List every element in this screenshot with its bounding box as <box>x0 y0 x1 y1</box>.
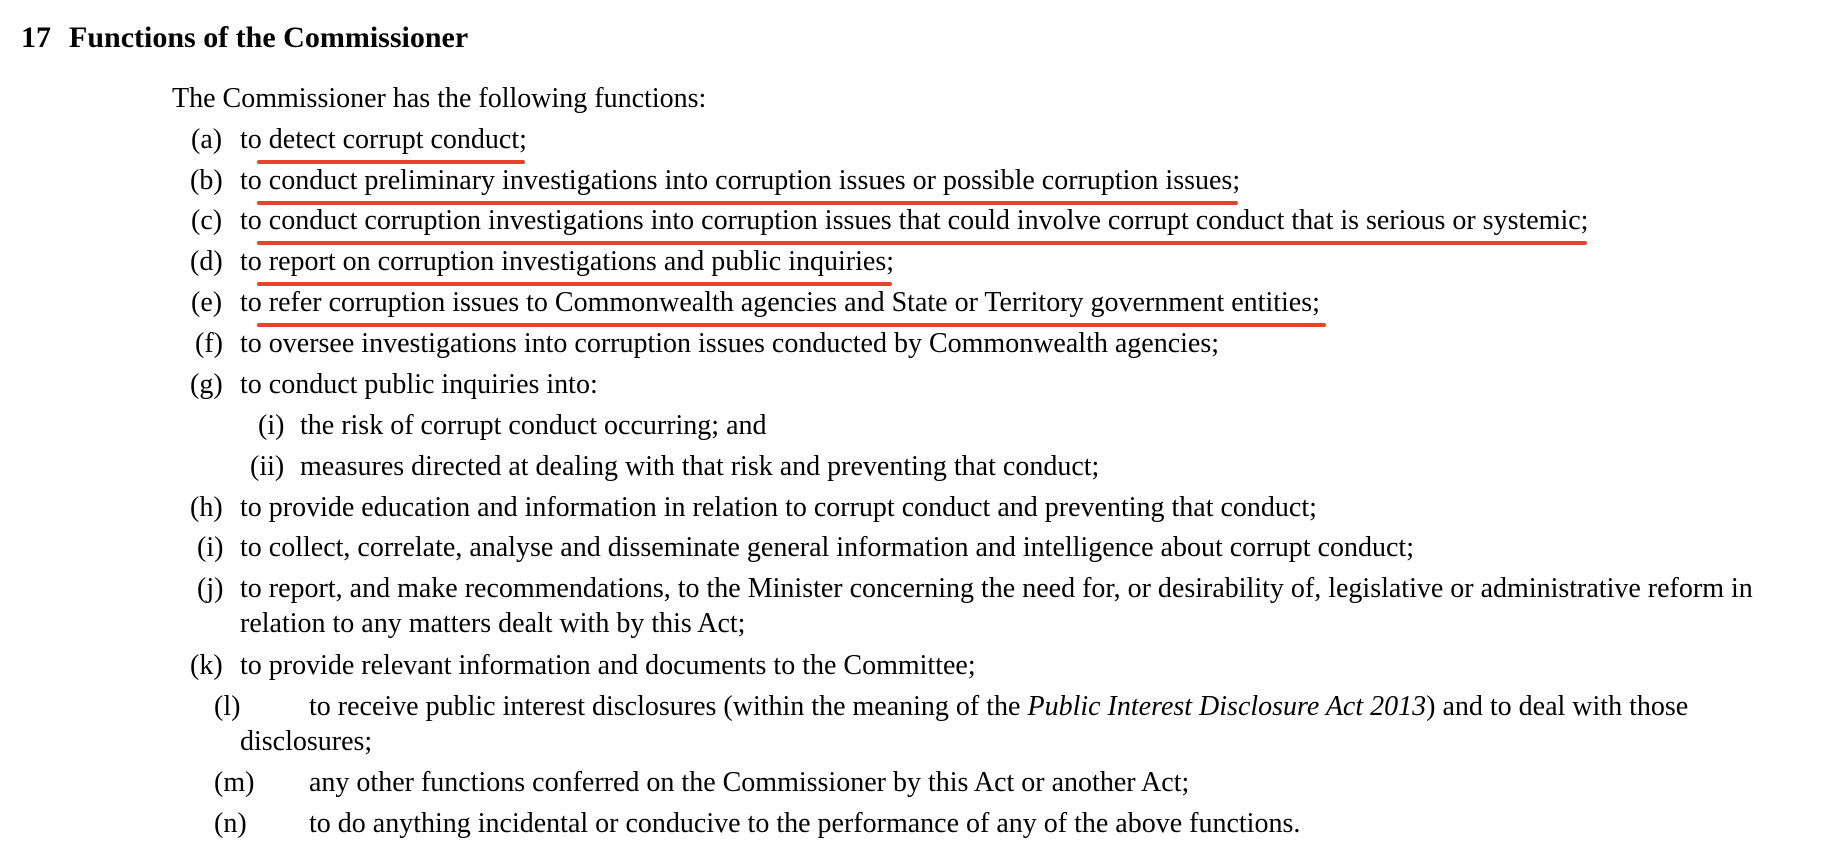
item-text: to provide education and information in relation to corrupt conduct and preventing that conduct; <box>240 492 1317 523</box>
item-label: (a) <box>191 124 223 155</box>
item-text-start: to receive public interest disclosures (within the meaning of the <box>309 691 1028 722</box>
sub-item-label: (i) <box>258 410 285 441</box>
item-label: (f) <box>195 328 223 359</box>
item-text-end: ) and to deal with those <box>1426 691 1689 722</box>
item-label: (c) <box>191 205 223 236</box>
item-text: to oversee investigations into corruption issues conducted by Commonwealth agencies; <box>240 328 1220 359</box>
item-text-line-1 <box>309 689 1688 725</box>
item-text: to collect, correlate, analyse and disseminate general information and intelligence about corrupt conduct; <box>240 532 1414 563</box>
section-number: 17 <box>21 21 51 54</box>
section-heading <box>21 20 468 56</box>
highlighted-phrase: refer corruption issues to Commonwealth agencies and State or Territory government entities; <box>269 285 1320 321</box>
section-title: Functions of the Commissioner <box>69 21 469 54</box>
item-label: (k) <box>190 650 223 681</box>
item-text: to provide relevant information and documents to the Committee; <box>240 650 976 681</box>
item-text-line-1: to report, and make recommendations, to the Minister concerning the need for, or desirability of, legislative or administrative reform in <box>240 573 1753 604</box>
sub-item-label: (ii) <box>250 451 285 482</box>
item-prefix: to <box>240 165 262 196</box>
intro-text: The Commissioner has the following functions: <box>172 83 707 114</box>
sub-item-text: measures directed at dealing with that risk and preventing that conduct; <box>300 451 1100 482</box>
item-text <box>240 122 527 158</box>
highlighted-phrase: conduct corruption investigations into corruption issues that could involve corrupt conduct that is serious or systemic <box>269 203 1581 239</box>
item-text-line-2: disclosures; <box>240 726 373 757</box>
item-label: (e) <box>191 287 223 318</box>
item-text <box>240 203 1588 239</box>
act-title: Public Interest Disclosure Act 2013 <box>1027 691 1427 722</box>
item-label: (i) <box>197 532 224 563</box>
item-suffix: ; <box>886 246 894 277</box>
item-label: (g) <box>190 369 223 400</box>
item-text-line-2: relation to any matters dealt with by this Act; <box>240 608 746 639</box>
sub-item-text: the risk of corrupt conduct occurring; and <box>300 410 767 441</box>
item-label: (d) <box>190 246 223 277</box>
item-label: (m) <box>214 767 255 798</box>
item-text: any other functions conferred on the Commissioner by this Act or another Act; <box>309 767 1190 798</box>
item-text: to conduct public inquiries into: <box>240 369 598 400</box>
item-prefix: to <box>240 287 262 318</box>
item-prefix: to <box>240 205 262 236</box>
item-label: (b) <box>190 165 223 196</box>
highlighted-phrase: report on corruption investigations and public inquiries <box>269 244 886 280</box>
item-text: to do anything incidental or conducive to the performance of any of the above functions. <box>309 808 1301 839</box>
item-text <box>240 285 1320 321</box>
item-label: (h) <box>190 492 223 523</box>
highlighted-phrase: detect corrupt conduct <box>269 122 519 158</box>
item-prefix: to <box>240 124 262 155</box>
item-text <box>240 163 1240 199</box>
item-label: (j) <box>197 573 224 604</box>
item-suffix: ; <box>1232 165 1241 196</box>
item-suffix: ; <box>519 124 527 155</box>
item-text <box>240 244 894 280</box>
item-prefix: to <box>240 246 262 277</box>
item-label: (n) <box>214 808 247 839</box>
item-label: (l) <box>214 691 241 722</box>
highlighted-phrase: conduct preliminary investigations into corruption issues or possible corruption issues <box>269 163 1233 199</box>
item-suffix: ; <box>1580 205 1589 236</box>
